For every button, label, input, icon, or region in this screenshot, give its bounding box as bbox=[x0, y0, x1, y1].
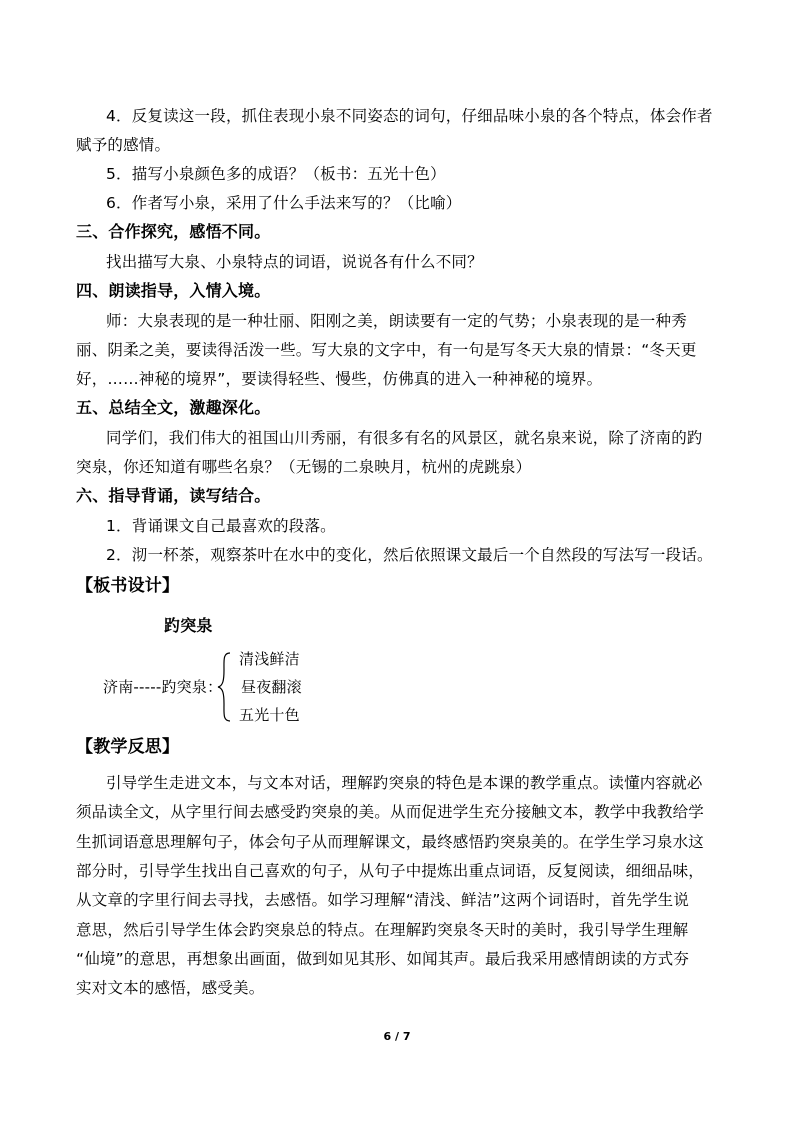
section-4-line-3: 好，……神秘的境界”，要读得轻些、慢些，仿佛真的进入一种神秘的境界。 bbox=[76, 370, 603, 388]
reflection-line: “仙境”的意思，再想象出画面，做到如见其形、如闻其声。最后我采用感情朗读的方式夯 bbox=[76, 950, 690, 968]
reflection-line: 引导学生走进文本，与文本对话，理解趵突泉的特色是本课的教学重点。读懂内容就必 bbox=[106, 774, 703, 792]
section-3-heading: 三、合作探究，感悟不同。 bbox=[76, 222, 271, 241]
item-4-line-2: 赋予的感情。 bbox=[76, 136, 171, 154]
section-5-line-2: 突泉，你还知道有哪些名泉？（无锡的二泉映月，杭州的虎跳泉） bbox=[76, 458, 532, 476]
item-4-line-1: 4．反复读这一段，抓住表现小泉不同姿态的词句，仔细品味小泉的各个特点，体会作者 bbox=[106, 107, 713, 125]
section-6-item-1: 1．背诵课文自己最喜欢的段落。 bbox=[106, 517, 336, 535]
page-number: 6 / 7 bbox=[383, 1030, 411, 1043]
board-item-1: 清浅鲜洁 bbox=[239, 650, 300, 668]
section-6-heading: 六、指导背诵，读写结合。 bbox=[76, 486, 271, 505]
reflection-line: 从文章的字里行间去寻找，去感悟。如学习理解“清浅、鲜洁”这两个词语时，首先学生说 bbox=[76, 891, 690, 909]
board-item-2: 昼夜翻滚 bbox=[241, 678, 302, 696]
section-4-line-2: 丽、阴柔之美，要读得活泼一些。写大泉的文字中，有一句是写冬天大泉的情景：“冬天更 bbox=[76, 341, 697, 359]
section-6-item-2: 2．沏一杯茶，观察茶叶在水中的变化，然后依照课文最后一个自然段的写法写一段话。 bbox=[106, 546, 713, 564]
board-title: 趵突泉 bbox=[164, 616, 213, 635]
board-left-label: 济南-----趵突泉： bbox=[103, 678, 223, 696]
curly-brace-icon bbox=[217, 652, 231, 722]
board-item-3: 五光十色 bbox=[239, 706, 300, 724]
section-5-line-1: 同学们，我们伟大的祖国山川秀丽，有很多有名的风景区，就名泉来说，除了济南的趵 bbox=[106, 429, 703, 447]
item-5: 5．描写小泉颜色多的成语？（板书：五光十色） bbox=[106, 165, 446, 183]
section-4-line-1: 师：大泉表现的是一种壮丽、阳刚之美，朗读要有一定的气势；小泉表现的是一种秀 bbox=[106, 312, 687, 330]
reflection-line: 须品读全文，从字里行间去感受趵突泉的美。从而促进学生充分接触文本，教学中我教给学 bbox=[76, 803, 705, 821]
item-6: 6．作者写小泉，采用了什么手法来写的？（比喻） bbox=[106, 194, 462, 212]
reflection-line: 部分时，引导学生找出自己喜欢的句子，从句子中提炼出重点词语，反复阅读，细细品味， bbox=[76, 862, 705, 880]
reflection-line: 意思，然后引导学生体会趵突泉总的特点。在理解趵突泉冬天时的美时，我引导学生理解 bbox=[76, 921, 689, 939]
section-4-heading: 四、朗读指导，入情入境。 bbox=[76, 281, 271, 300]
section-5-heading: 五、总结全文，激趣深化。 bbox=[76, 398, 271, 417]
reflection-line: 生抓词语意思理解句子，体会句子从而理解课文，最终感悟趵突泉美的。在学生学习泉水这 bbox=[76, 833, 705, 851]
section-3-text: 找出描写大泉、小泉特点的词语，说说各有什么不同？ bbox=[106, 253, 483, 271]
reflection-heading: 【教学反思】 bbox=[76, 737, 180, 757]
board-design-heading: 【板书设计】 bbox=[76, 576, 180, 596]
reflection-line: 实对文本的感悟，感受美。 bbox=[76, 979, 265, 997]
